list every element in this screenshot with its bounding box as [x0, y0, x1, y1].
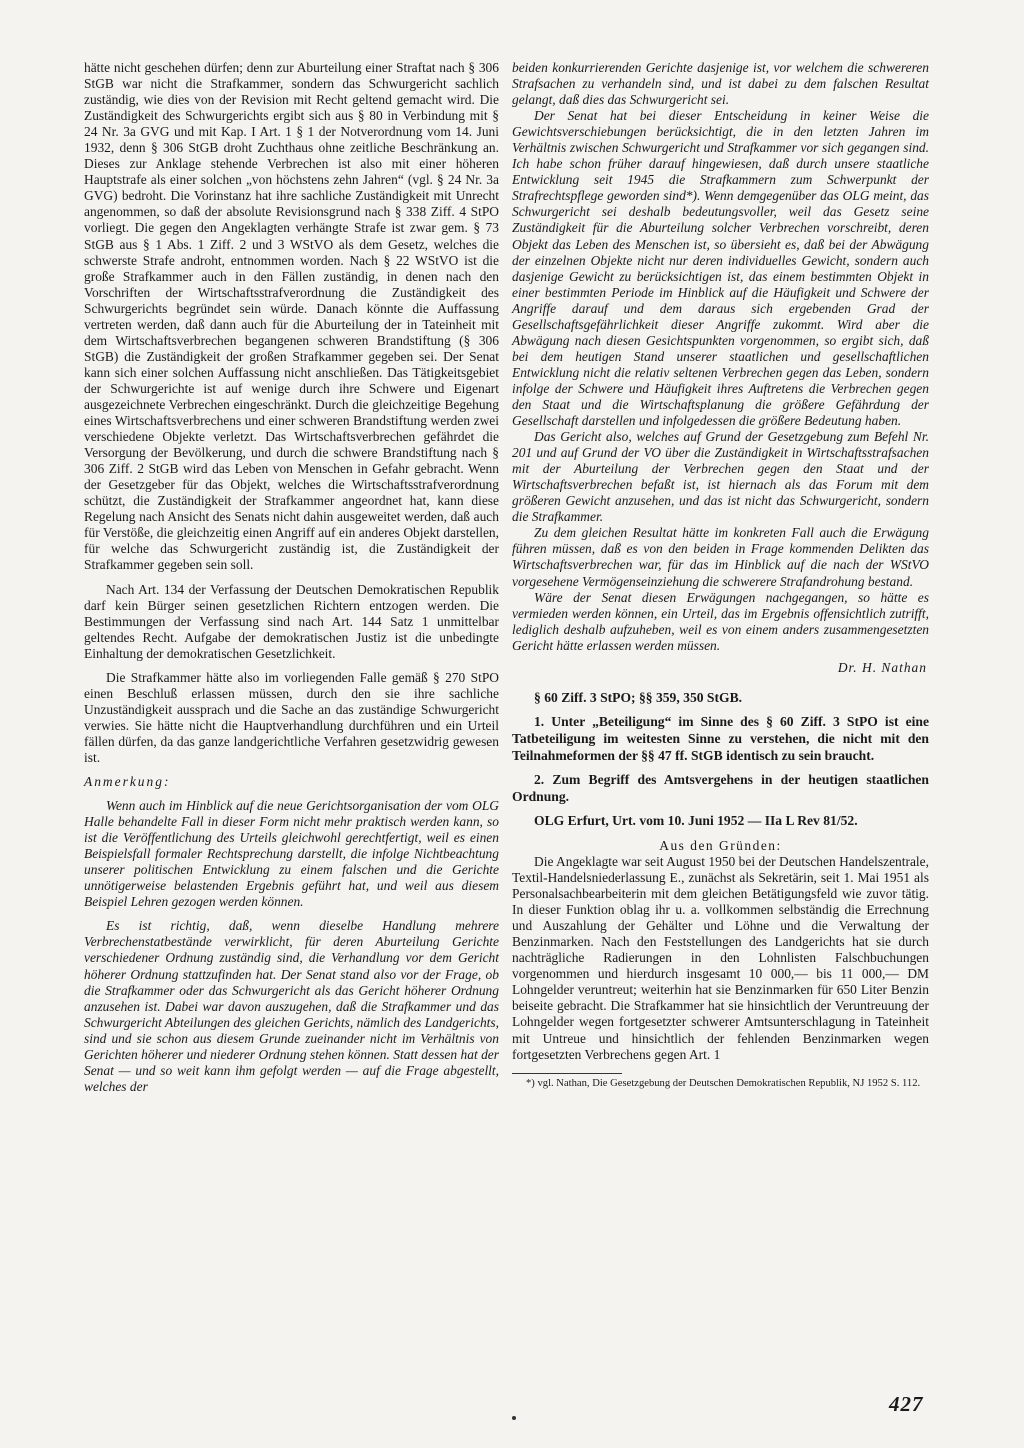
- anmerkung-paragraph-2: Es ist richtig, daß, wenn dieselbe Handlung mehrere Verbrechenstatbestände verwirklicht, für deren Aburteilung Gerichte verschiedener Ordnung zuständig sind, die Verhandlung vor dem Gericht höherer Ordnung stattzufinden hat. Der Senat stand also vor der Frage, ob die Strafkammer oder das Schwurgericht als das Gericht höherer Ordnung anzusehen ist. Dabei war davon auszugehen, daß die Strafkammer und das Schwurgericht Abteilungen des gleichen Gerichts, nämlich des Landgerichts, sind und sie schon aus diesem Grunde zueinander nicht im Verhältnis von Gerichten höherer und niederer Ordnung stehen können. Statt dessen hat der Senat — und so weit kann ihm gefolgt werden — auf die Frage abgestellt, welches der: [84, 918, 499, 1094]
- statute-heading: § 60 Ziff. 3 StPO; §§ 359, 350 StGB.: [534, 689, 743, 705]
- page-number: 427: [889, 1392, 924, 1416]
- right-paragraph-1: beiden konkurrierenden Gerichte dasjenige ist, vor welchem die schwereren Strafsachen zu verhandeln sind, und ist dabei zu dem falschen Resultat gelangt, daß dies das Schwurgericht sei.: [512, 60, 929, 108]
- right-paragraph-3: Das Gericht also, welches auf Grund der Gesetzgebung zum Befehl Nr. 201 und auf Grund der VO über die Zuständigkeit in Wirtschaftsstrafsachen mit der Aburteilung der Verbrechen gegen den Staat und der Wirtschaftsverbrechen befaßt ist, ist hiernach als das Forum mit dem größeren Gewicht anzusehen, und das ist nicht das Schwurgericht, sondern die Strafkammer.: [512, 429, 929, 525]
- left-column: [84, 60, 499, 1095]
- author-signature: Dr. H. Nathan: [837, 659, 927, 675]
- anmerkung-heading: Anmerkung:: [84, 774, 171, 790]
- headnote-2: 2. Zum Begriff des Amtsvergehens in der heutigen staatlichen Ordnung.: [512, 772, 929, 804]
- left-paragraph-3: Die Strafkammer hätte also im vorliegenden Falle gemäß § 270 StPO einen Beschluß erlassen müssen, durch den sie ihre sachliche Unzuständigkeit aussprach und die Sache an das zuständige Schwurgericht verwies. Sie hätte nicht die Hauptverhandlung durchführen und ein Urteil fällen dürfen, da das ganze landgerichtliche Verfahren gesetzwidrig gewesen ist.: [84, 669, 499, 765]
- court-citation: OLG Erfurt, Urt. vom 10. Juni 1952 — IIa L Rev 81/52.: [534, 813, 858, 829]
- gruenden-heading: Aus den Gründen:: [659, 837, 782, 853]
- right-paragraph-5: Wäre der Senat diesen Erwägungen nachgegangen, so hätte es vermieden werden können, ein Urteil, das im Ergebnis offensichtlich zutrifft, lediglich deshalb aufzuheben, weil es von einem anders zusammengesetzten Gericht hätte erlassen werden müssen.: [512, 589, 929, 653]
- footnote-rule: [512, 1073, 622, 1074]
- scan-mark: [512, 1416, 516, 1420]
- right-paragraph-2: Der Senat hat bei dieser Entscheidung in keiner Weise die Gewichtsverschiebungen berücksichtigt, die in den letzten Jahren im Verhältnis zwischen Schwurgericht und Strafkammer vor sich gegangen sind. Ich habe schon früher darauf hingewiesen, daß durch unsere staatliche Entwicklung seit 1945 die Strafkammern zum Schwerpunkt der Strafrechtspflege geworden sind*). Wenn demgegenüber das OLG meint, das Schwurgericht sei deshalb bedeutungsvoller, weil das Gesetz seine Zuständigkeit für die Aburteilung solcher Verbrechen vorschreibt, deren Objekt das Leben des Menschen ist, so übersieht es, daß bei der Abwägung der einzelnen Objekte nicht nur deren individuelles Gewicht, sondern auch dasjenige Gewicht zu berücksichtigen ist, das einem bestimmten Objekt in einer bestimmten Periode im Hinblick auf die Häufigkeit und Schwere der Angriffe darauf und dem daraus sich ergebenden Grad der Gesellschaftsgefährlichkeit dieser Angriffe zukommt. Wird aber die Abwägung nach diesen Gesichtspunkten vorgenommen, so ergibt sich, daß bei dem heutigen Stand unserer staatlichen und gesellschaftlichen Entwicklung nicht die relativ seltenen Verbrechen gegen das Leben, sondern infolge der Schwere und Häufigkeit ihres Auftretens die Verbrechen gegen den Staat und die Wirtschaftsplanung die größere Gefährdung der Gesellschaft darstellen und infolgedessen die größere Bedeutung haben.: [512, 108, 929, 429]
- right-column: [512, 60, 929, 1090]
- left-paragraph-2: Nach Art. 134 der Verfassung der Deutschen Demokratischen Republik darf kein Bürger seinen gesetzlichen Richtern entzogen werden. Die Bestimmungen der Verfassung sind nach Art. 144 Satz 1 unmittelbar geltendes Recht. Aufgabe der demokratischen Justiz ist die unbedingte Einhaltung der demokratischen Gesetzlichkeit.: [84, 581, 499, 661]
- right-paragraph-4: Zu dem gleichen Resultat hätte im konkreten Fall auch die Erwägung führen müssen, daß es von den beiden in Frage kommenden Delikten das Wirtschaftsverbrechen war, für das im Hinblick auf die nach der WStVO vorgesehene Vermögenseinziehung die schwerere Strafandrohung bestand.: [512, 525, 929, 589]
- left-paragraph-1: hätte nicht geschehen dürfen; denn zur Aburteilung einer Straftat nach § 306 StGB war nicht die Strafkammer, sondern das Schwurgericht sachlich zuständig, wie dies von der Revision mit Recht geltend gemacht wird. Die Zuständigkeit des Schwurgerichts ergibt sich aus § 80 in Verbindung mit § 24 Nr. 3a GVG und mit Kap. I Art. 1 § 1 der Notverordnung vom 14. Juni 1932, denn § 306 StGB droht Zuchthaus ohne zeitliche Beschränkung an. Dieses zur Anklage stehende Verbrechen ist also mit einer höheren Hauptstrafe als einer solchen „von höchstens zehn Jahren“ (vgl. § 24 Nr. 3a GVG) bedroht. Die Vorinstanz hat ihre sachliche Zuständigkeit mit Unrecht angenommen, so daß der absolute Revisionsgrund nach § 338 Ziff. 4 StPO vorliegt. Die gegen den Angeklagten verhängte Strafe ist zwar gem. § 73 StGB aus § 1 Abs. 1 Ziff. 2 und 3 WStVO als dem Gesetz, welches die schwerste Strafe androht, entnommen worden. Nach § 22 WStVO ist die große Strafkammer auch in den Fällen zuständig, in denen nach den Vorschriften der Wirtschaftsstrafverordnung die Zuständigkeit des Schwurgerichts begründet sein würde. Danach könnte die Auffassung vertreten werden, daß dann auch für die Aburteilung der in Tateinheit mit dem Wirtschaftsverbrechen begangenen schweren Brandstiftung (§ 306 StGB) die Zuständigkeit der großen Strafkammer gegeben sei. Der Senat kann sich einer solchen Auffassung nicht anschließen. Das Tätigkeitsgebiet der Schwurgerichte ist auf wenige durch ihre Schwere und Eigenart ausgezeichnete Verbrechen eingeschränkt. Durch die gleichzeitige Begehung eines Wirtschaftsverbrechens und einer schweren Brandstiftung werden zwei verschiedene Objekte verletzt. Das Wirtschaftsverbrechen gefährdet die Versorgung der Bevölkerung, und durch die schwere Brandstiftung nach § 306 Ziff. 2 StGB wird das Leben von Menschen in Gefahr gebracht. Wenn der Gesetzgeber für das Objekt, welches die Wirtschaftsstrafverordnung schützt, die Zuständigkeit der Strafkammer angeordnet hat, kann diese Regelung nach Ansicht des Senats nicht dahin ausgeweitet werden, daß auch für Verstöße, die gleichzeitig einen Angriff auf ein anderes Objekt darstellen, für welche das Schwurgericht zuständig ist, die Zuständigkeit der Strafkammer gegeben sein soll.: [84, 60, 499, 573]
- anmerkung-paragraph-1: Wenn auch im Hinblick auf die neue Gerichtsorganisation der vom OLG Halle behandelte Fall in dieser Form nicht mehr praktisch werden kann, so ist die Veröffentlichung des Urteils gleichwohl gerechtfertigt, weil es einen Beispielsfall formaler Rechtsprechung darstellt, die infolge Nichtbeachtung unserer politischen Entwicklung zu einem falschen und die Gerichte unnötigerweise belastenden Ergebnis geführt hat, und weil aus diesem Beispiel Lehren gezogen werden können.: [84, 798, 499, 910]
- headnote-1: 1. Unter „Beteiligung“ im Sinne des § 60 Ziff. 3 StPO ist eine Tatbeteiligung im weitesten Sinne zu verstehen, die nicht mit den Teilnahmeformen der §§ 47 ff. StGB identisch zu sein braucht.: [512, 714, 929, 763]
- gruenden-paragraph: Die Angeklagte war seit August 1950 bei der Deutschen Handelszentrale, Textil-Handelsniederlassung E., zunächst als Sekretärin, seit 1. Mai 1951 als Personalsachbearbeiterin mit dem gleichen Betätigungsfeld wie zuvor tätig. In dieser Funktion oblag ihr u. a. vollkommen selbständig die Errechnung und Auszahlung der Gehälter und Löhne und die Verwaltung der Benzinmarken. Nach den Feststellungen des Landgerichts hat sie durch nachträgliche Radierungen in den Lohnlisten Falschbuchungen vorgenommen und hierdurch insgesamt 10 000,— bis 11 000,— DM Lohngelder veruntreut; weiterhin hat sie Benzinmarken für 650 Liter Benzin beiseite gebracht. Die Strafkammer hat sie hinsichtlich der Veruntreuung der Lohngelder wegen fortgesetzter schwerer Amtsunterschlagung in Tateinheit mit Untreue und hinsichtlich der fehlenden Benzinmarken wegen fortgesetzten Verbrechens gegen Art. 1: [512, 853, 929, 1062]
- footnote: *) vgl. Nathan, Die Gesetzgebung der Deutschen Demokratischen Republik, NJ 1952 S. 112.: [526, 1077, 921, 1089]
